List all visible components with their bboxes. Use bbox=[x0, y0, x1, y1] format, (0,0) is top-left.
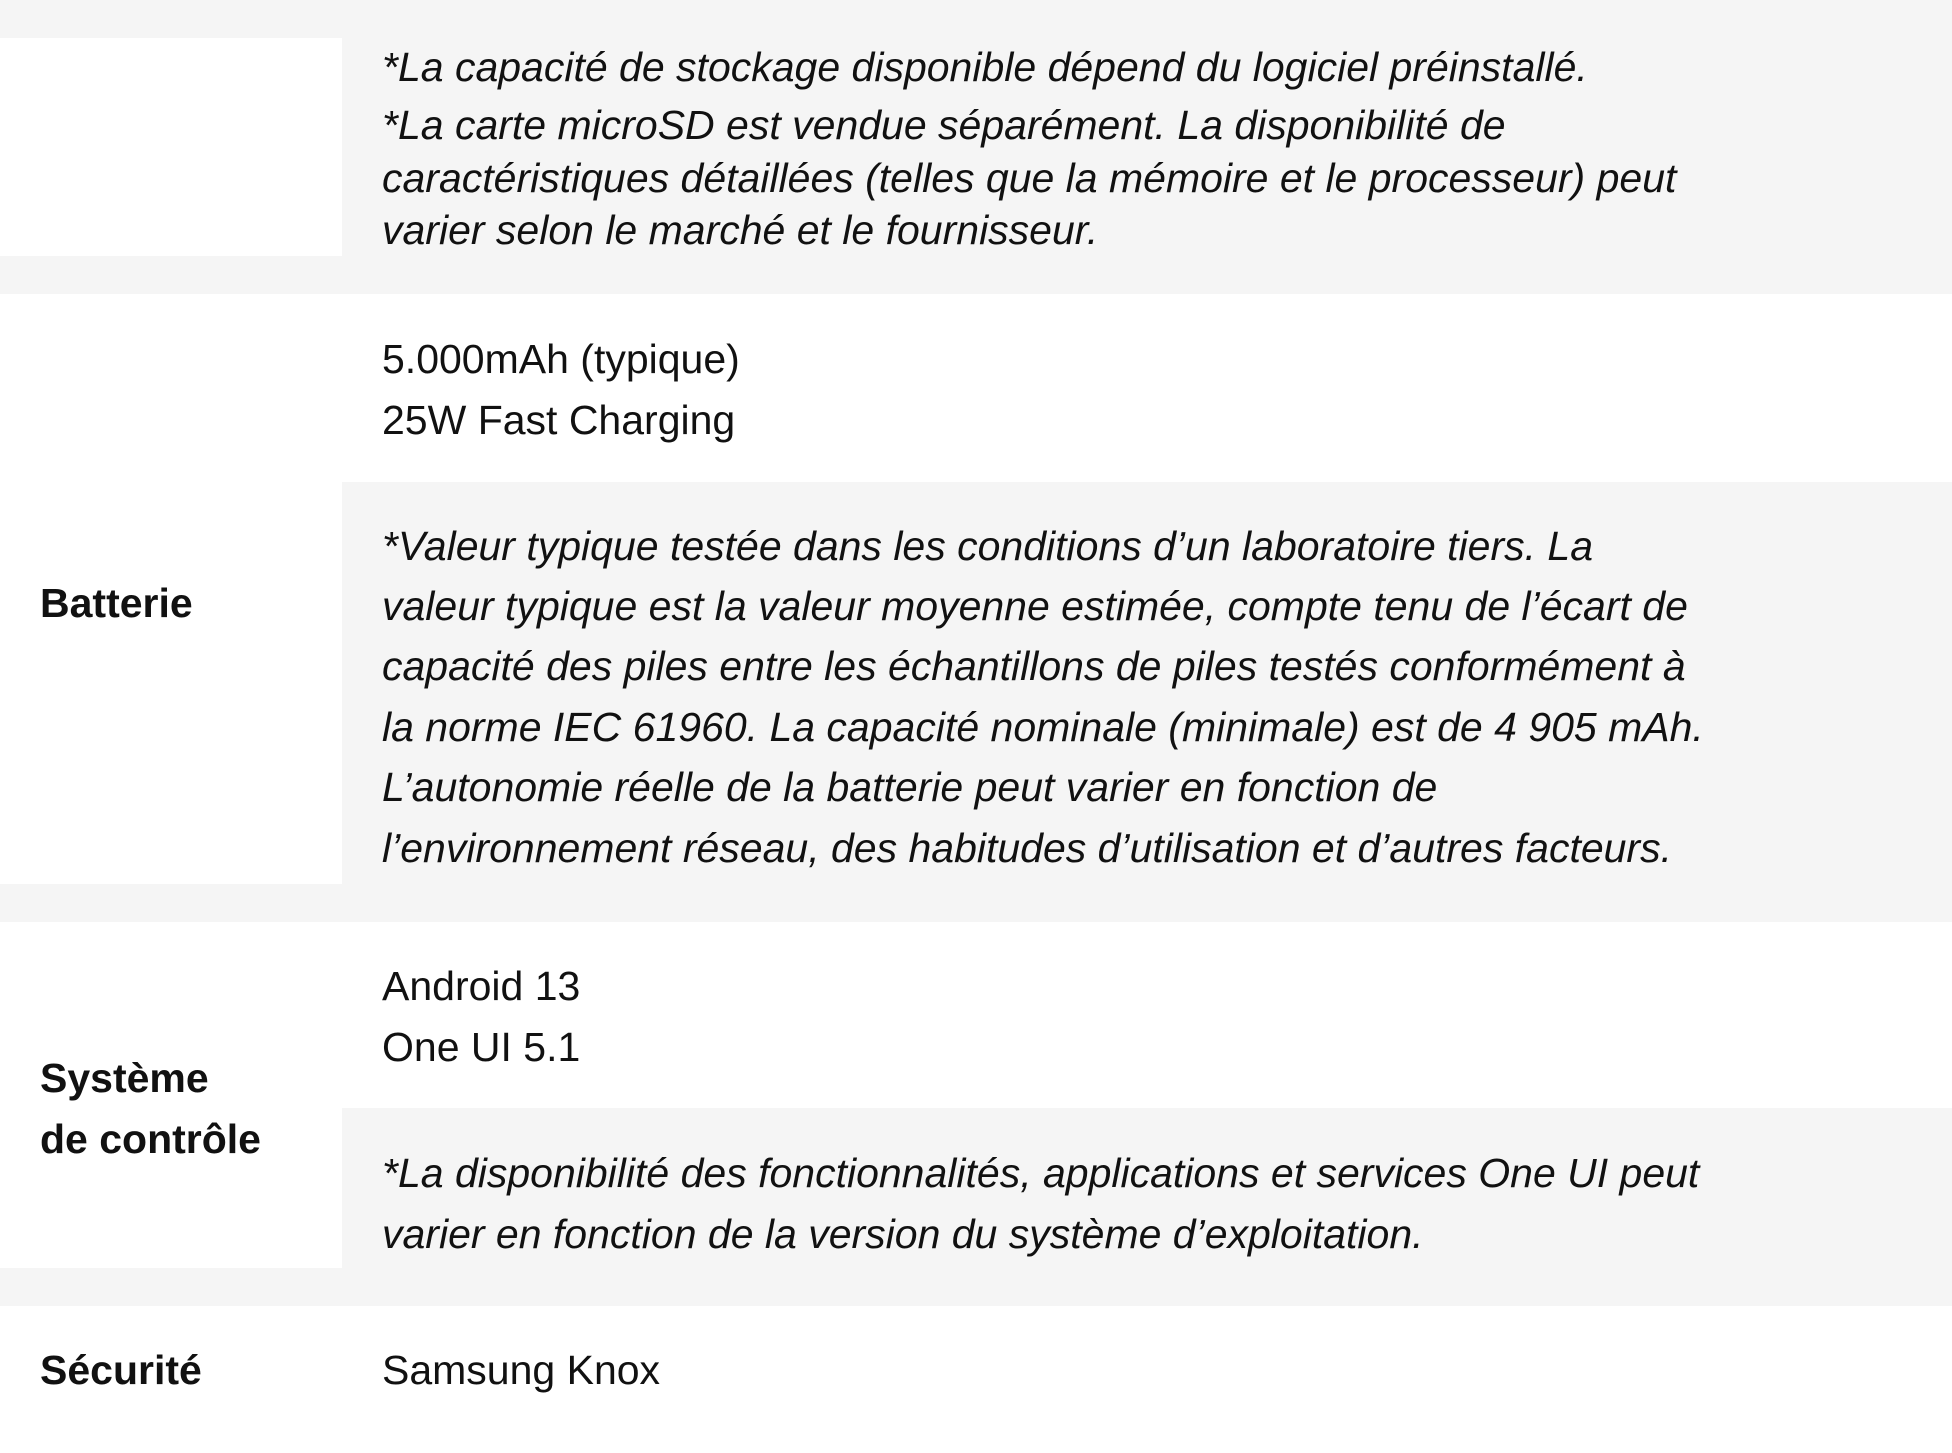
battery-note-line: valeur typique est la valeur moyenne estimée, compte tenu de l’écart de bbox=[382, 583, 1688, 629]
battery-note-line: l’environnement réseau, des habitudes d’utilisation et d’autres facteurs. bbox=[382, 825, 1672, 871]
row-divider-battery-os bbox=[0, 884, 1952, 922]
battery-note-line: *Valeur typique testée dans les conditions d’un laboratoire tiers. La bbox=[382, 523, 1594, 569]
battery-value-line: 25W Fast Charging bbox=[382, 397, 736, 443]
storage-note-line: *La capacité de stockage disponible dépend du logiciel préinstallé. bbox=[382, 44, 1588, 90]
storage-label-cell bbox=[0, 38, 342, 256]
storage-note-line: varier selon le marché et le fournisseur. bbox=[382, 207, 1099, 253]
battery-label: Batterie bbox=[40, 580, 193, 626]
row-divider-storage-battery bbox=[0, 256, 1952, 294]
row-divider-top bbox=[0, 0, 1952, 38]
storage-note-line: caractéristiques détaillées (telles que la mémoire et le processeur) peut bbox=[382, 155, 1677, 201]
security-value: Samsung Knox bbox=[382, 1347, 661, 1393]
battery-note-line: L’autonomie réelle de la batterie peut varier en fonction de bbox=[382, 764, 1438, 810]
battery-note-line: la norme IEC 61960. La capacité nominale (minimale) est de 4 905 mAh. bbox=[382, 704, 1704, 750]
battery-note-line: capacité des piles entre les échantillons de piles testés conformément à bbox=[382, 643, 1686, 689]
security-label: Sécurité bbox=[40, 1347, 202, 1393]
os-value-line: One UI 5.1 bbox=[382, 1024, 581, 1070]
storage-note-line: *La carte microSD est vendue séparément. La disponibilité de bbox=[382, 102, 1506, 148]
row-divider-os-security bbox=[0, 1268, 1952, 1306]
os-label-line: de contrôle bbox=[40, 1116, 261, 1162]
os-value-line: Android 13 bbox=[382, 963, 581, 1009]
battery-value-line: 5.000mAh (typique) bbox=[382, 336, 740, 382]
os-label-line: Système bbox=[40, 1055, 209, 1101]
os-note-line: varier en fonction de la version du système d’exploitation. bbox=[382, 1211, 1424, 1257]
os-note-line: *La disponibilité des fonctionnalités, applications et services One UI peut bbox=[382, 1150, 1700, 1196]
